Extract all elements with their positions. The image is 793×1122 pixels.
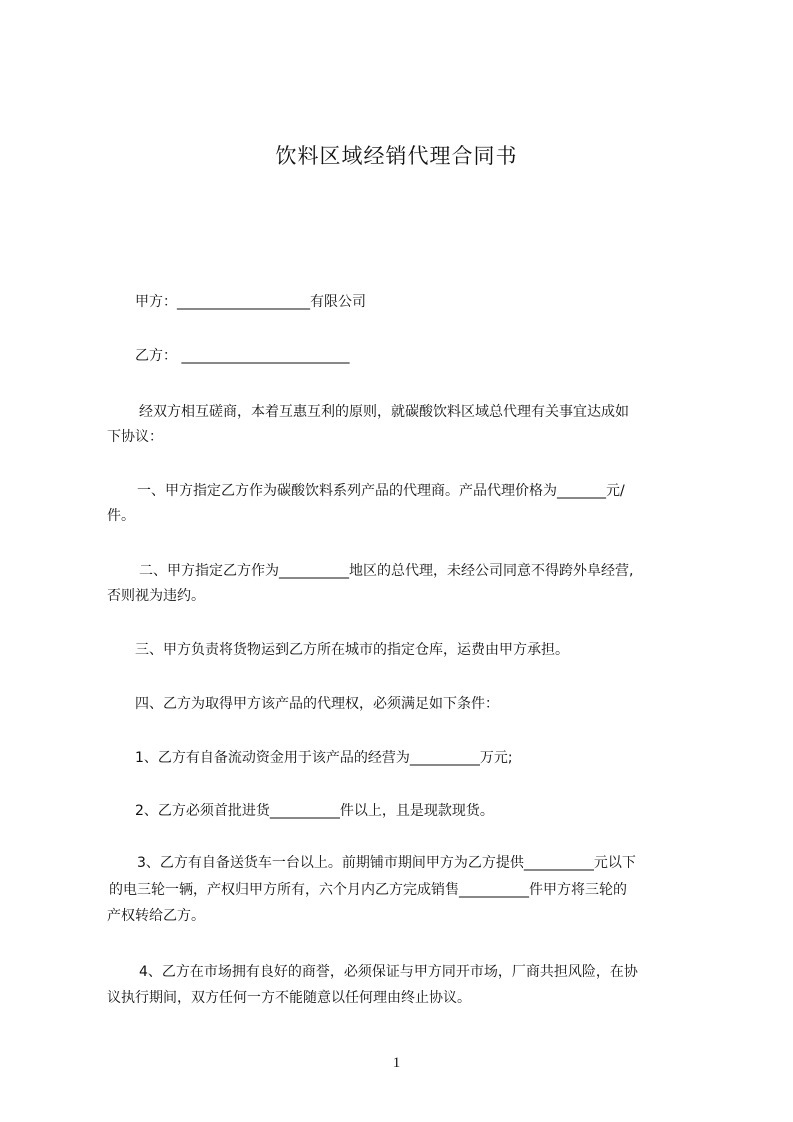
clause-2-line-1: 二、甲方指定乙方作为__________地区的总代理，未经公司同意不得跨外阜经营, bbox=[139, 563, 634, 579]
clause-4-line: 四、乙方为取得甲方该产品的代理权，必须满足如下条件： bbox=[135, 696, 499, 712]
condition-3-line-3: 产权转给乙方。 bbox=[107, 908, 205, 924]
condition-4-line-2: 议执行期间，双方任何一方不能随意以任何理由终止协议。 bbox=[107, 990, 471, 1006]
clause-3-line: 三、甲方负责将货物运到乙方所在城市的指定仓库，运费由甲方承担。 bbox=[135, 642, 569, 658]
party-b-line: 乙方： ________________________ bbox=[135, 348, 350, 364]
document-title: 饮料区域经销代理合同书 bbox=[275, 144, 518, 168]
clause-1-line-1: 一、甲方指定乙方作为碳酸饮料系列产品的代理商。产品代理价格为_______元/ bbox=[137, 483, 625, 499]
condition-3-line-1: 3、乙方有自备送货车一台以上。前期铺市期间甲方为乙方提供__________元以下 bbox=[137, 855, 636, 871]
condition-2-line: 2、乙方必须首批进货__________件以上，且是现款现货。 bbox=[135, 803, 494, 819]
condition-4-line-1: 4、乙方在市场拥有良好的商誉，必须保证与甲方同开市场，厂商共担风险，在协 bbox=[139, 964, 638, 980]
clause-2-line-2: 否则视为违约。 bbox=[107, 588, 205, 604]
preamble-line-2: 下协议： bbox=[107, 429, 163, 445]
party-a-line: 甲方：___________________有限公司 bbox=[135, 294, 366, 310]
condition-1-line: 1、乙方有自备流动资金用于该产品的经营为__________万元; bbox=[135, 750, 513, 766]
clause-1-line-2: 件。 bbox=[107, 508, 135, 524]
condition-3-line-2: 的电三轮一辆，产权归甲方所有，六个月内乙方完成销售__________件甲方将三轮的 bbox=[109, 882, 627, 898]
preamble-line-1: 经双方相互磋商，本着互惠互利的原则，就碳酸饮料区域总代理有关事宜达成如 bbox=[139, 404, 629, 420]
page-number: 1 bbox=[392, 1055, 401, 1071]
